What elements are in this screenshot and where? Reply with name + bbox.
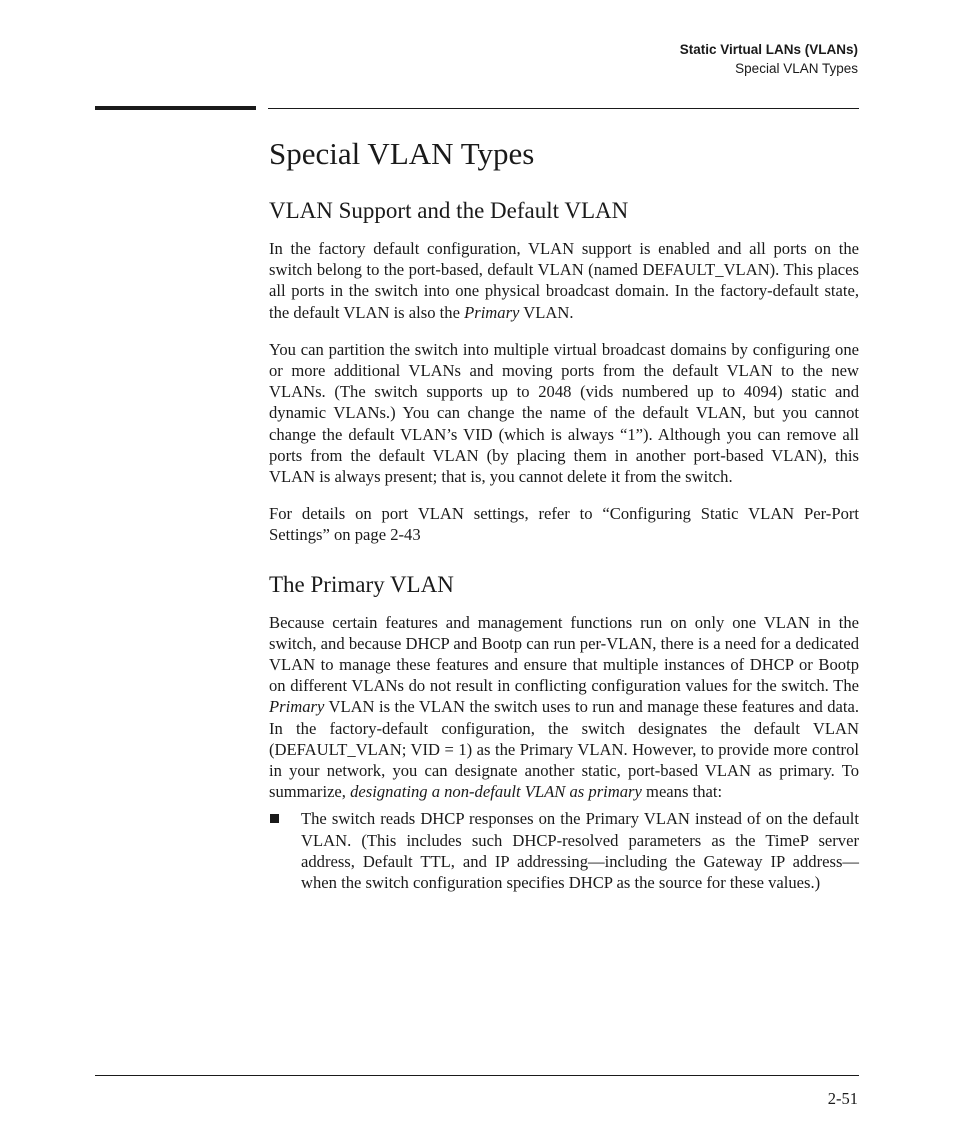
bullet-list <box>269 808 859 893</box>
header-rule-thick <box>95 106 256 110</box>
paragraph-italic-phrase: designating a non-default VLAN as primary <box>350 782 642 802</box>
page-body <box>269 134 859 893</box>
paragraph-text: VLAN. <box>519 302 574 322</box>
list-item-text: The switch reads DHCP responses on the Primary VLAN instead of on the default VLAN. (This includes such DHCP-resolved parameters as the TimeP server address, Default TTL, and IP addressing—including the Gateway IP address—when the switch configuration specifies DHCP as the source for these values.) <box>301 809 859 893</box>
footer-rule <box>95 1075 859 1076</box>
running-head-section: Special VLAN Types <box>735 61 858 76</box>
paragraph-primary-vlan <box>269 612 859 803</box>
paragraph-italic-term: Primary <box>269 697 325 717</box>
paragraph-text: VLAN is the VLAN the switch uses to run and manage these features and data. In the factory-default configuration, the switch designates the default VLAN (DEFAULT_VLAN; VID = 1) as the Primary VLAN. However, to provide more control in your network, you can designate another static, port-based VLAN as primary. To summarize, <box>269 697 859 802</box>
paragraph-text: In the factory default configuration, VLAN support is enabled and all ports on the switch belong to the port-based, default VLAN (named DEFAULT_VLAN). This places all ports in the switch into one physical broadcast domain. In the factory-default state, the default VLAN is also the <box>269 239 859 322</box>
section-heading-default-vlan: VLAN Support and the Default VLAN <box>269 198 629 223</box>
paragraph-text: Because certain features and management functions run on only one VLAN in the switch, and because DHCP and Bootp can run per-VLAN, there is a need for a dedicated VLAN to manage these features and ensure that multiple instances of DHCP or Bootp on different VLANs do not result in conflicting configuration values for the switch. The <box>269 612 859 696</box>
header-rule-thin <box>268 108 859 109</box>
page-title: Special VLAN Types <box>269 136 535 171</box>
running-head-chapter: Static Virtual LANs (VLANs) <box>679 42 858 57</box>
paragraph-partition: You can partition the switch into multiple virtual broadcast domains by configuring one or more additional VLANs and moving ports from the default VLAN to the new VLANs. (The switch supports up to 2048 (vids numbered up to 4094) static and dynamic VLANs.) You can change the name of the default VLAN, but you cannot change the default VLAN’s VID (which is always “1”). Although you can remove all ports from the default VLAN (by placing them in another port-based VLAN), this VLAN is always present; that is, you cannot delete it from the switch. <box>269 339 859 487</box>
paragraph-default-config <box>269 238 859 323</box>
paragraph-italic-term: Primary <box>464 302 520 322</box>
square-bullet-icon <box>270 814 279 823</box>
page-number: 2-51 <box>827 1089 858 1108</box>
paragraph-text: means that: <box>641 782 723 802</box>
list-item <box>269 808 859 893</box>
paragraph-details-reference: For details on port VLAN settings, refer to “Configuring Static VLAN Per-Port Settings” on page 2-43 <box>269 504 859 545</box>
section-heading-primary-vlan: The Primary VLAN <box>269 571 454 597</box>
running-head <box>680 40 858 78</box>
